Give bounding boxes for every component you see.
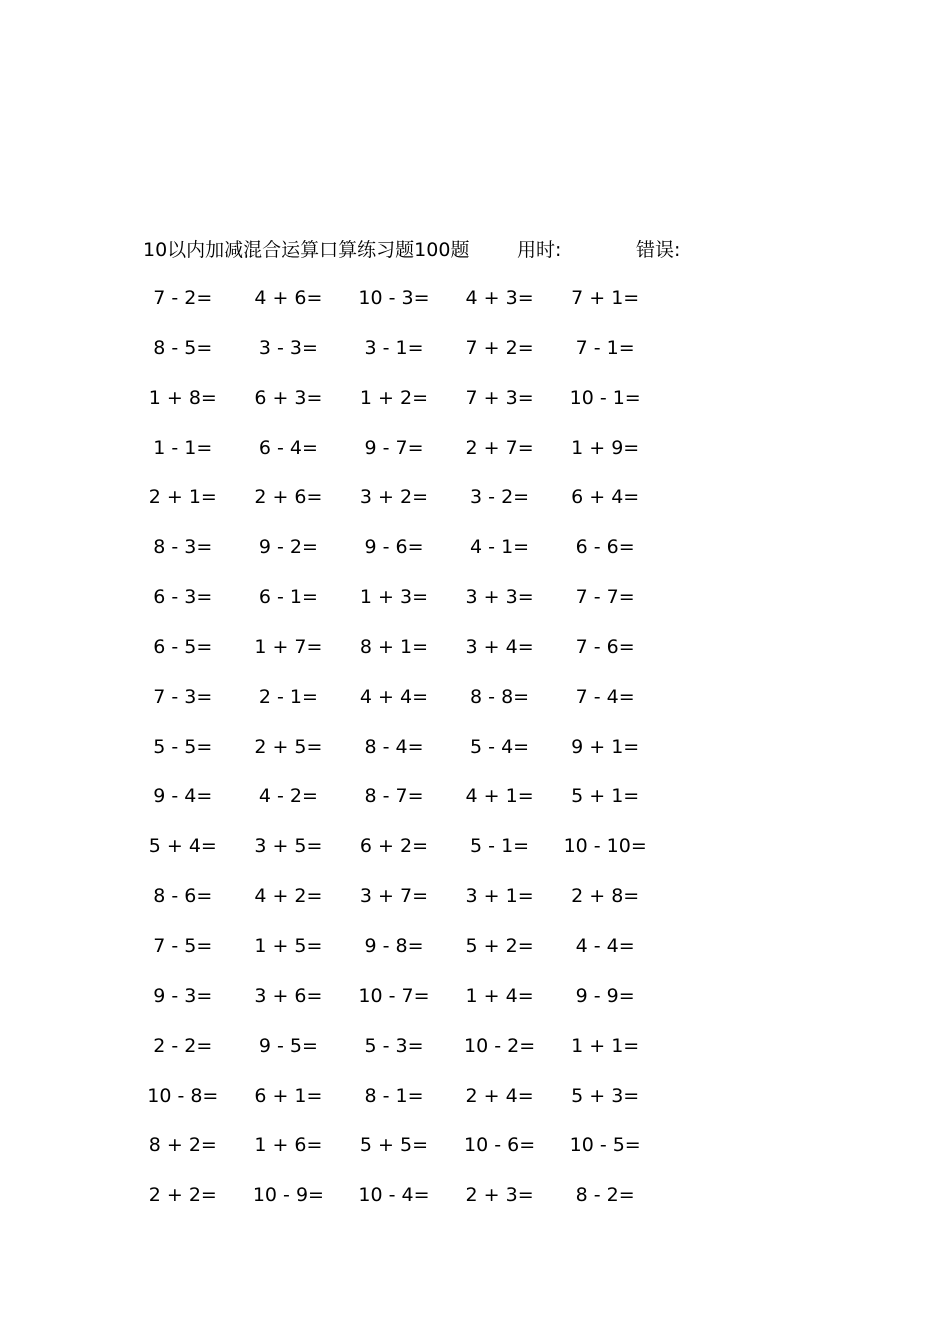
problem-row [130,1131,670,1181]
problem-cell: 6 + 3= [254,386,323,409]
problem-cell: 2 + 6= [254,486,323,509]
problem-row [130,683,670,733]
problem-cell: 4 - 4= [575,934,635,957]
problem-cell: 2 - 1= [258,685,318,708]
problem-cell: 7 + 1= [571,287,640,309]
problem-row [130,782,670,832]
problem-cell: 10 - 10= [563,835,647,858]
problem-row [130,982,670,1032]
problem-cell: 3 + 5= [254,835,323,858]
problem-cell: 6 - 3= [153,586,213,609]
problem-cell: 10 - 9= [252,1184,324,1207]
problem-cell: 1 + 6= [254,1134,323,1157]
problem-row [130,882,670,932]
problem-cell: 1 + 3= [359,586,429,609]
problem-cell: 6 + 1= [254,1084,323,1107]
problem-cell: 6 - 5= [153,635,213,658]
problem-cell: 7 - 1= [575,336,635,359]
problem-row [130,733,670,783]
problem-cell: 6 + 2= [359,835,429,858]
problem-cell: 9 - 3= [153,984,213,1007]
problem-cell: 7 - 2= [153,287,213,309]
problem-cell: 7 + 3= [465,386,534,409]
problem-cell: 7 - 5= [153,934,213,957]
problem-cell: 10 - 1= [569,386,641,409]
problem-cell: 8 + 2= [148,1134,217,1157]
problem-cell: 7 - 6= [575,635,635,658]
problem-cell: 8 - 1= [364,1084,424,1107]
problem-row [130,284,670,334]
problem-cell: 4 + 3= [465,287,534,309]
problem-cell: 9 - 2= [258,536,318,559]
problem-cell: 10 - 5= [569,1134,641,1157]
problem-cell: 2 + 1= [148,486,217,509]
problem-cell: 5 - 4= [470,735,530,758]
problem-cell: 5 + 4= [148,835,217,858]
problem-cell: 5 - 1= [470,835,530,858]
problem-cell: 1 + 7= [254,635,323,658]
problem-cell: 3 - 3= [258,336,318,359]
problem-cell: 3 - 1= [364,336,424,359]
problem-cell: 1 + 8= [148,386,217,409]
problem-cell: 3 + 7= [359,885,429,908]
problem-cell: 3 - 2= [470,486,530,509]
problem-cell: 1 + 5= [254,934,323,957]
problem-row [130,483,670,533]
problem-cell: 5 - 3= [364,1034,424,1057]
problem-cell: 4 + 4= [359,685,429,708]
problem-cell: 10 - 4= [358,1184,430,1207]
problem-cell: 2 - 2= [153,1034,213,1057]
problem-cell: 8 - 7= [364,785,424,808]
problem-row [130,434,670,484]
problem-row [130,384,670,434]
problem-cell: 5 + 2= [465,934,534,957]
problem-cell: 7 - 3= [153,685,213,708]
problem-cell: 6 - 1= [258,586,318,609]
problem-row [130,1181,670,1231]
problem-cell: 5 - 5= [153,735,213,758]
problem-cell: 2 + 2= [148,1184,217,1207]
problem-cell: 4 + 1= [465,785,534,808]
problem-cell: 10 - 2= [464,1034,536,1057]
problem-cell: 8 - 3= [153,536,213,559]
problem-cell: 9 - 7= [364,436,424,459]
problem-cell: 6 + 4= [571,486,640,509]
errors-label: 错误: [636,239,681,261]
problem-cell: 9 - 6= [364,536,424,559]
problem-cell: 2 + 7= [465,436,534,459]
problem-cell: 4 + 6= [254,287,323,309]
problem-cell: 8 + 1= [359,635,429,658]
time-used-label: 用时: [517,239,562,261]
problem-cell: 3 + 1= [465,885,534,908]
problem-cell: 9 + 1= [571,735,640,758]
problem-cell: 10 - 8= [147,1084,219,1107]
problem-row [130,832,670,882]
problem-cell: 1 + 1= [571,1034,640,1057]
problem-cell: 6 - 4= [258,436,318,459]
problem-cell: 1 - 1= [153,436,213,459]
problem-cell: 1 + 4= [465,984,534,1007]
problem-cell: 6 - 6= [575,536,635,559]
problem-cell: 10 - 7= [358,984,430,1007]
problem-cell: 8 - 4= [364,735,424,758]
problem-cell: 9 - 5= [258,1034,318,1057]
problem-row [130,932,670,982]
problem-cell: 2 + 8= [571,885,640,908]
problem-cell: 5 + 1= [571,785,640,808]
problem-cell: 4 - 1= [470,536,530,559]
problem-cell: 1 + 9= [571,436,640,459]
problem-cell: 2 + 4= [465,1084,534,1107]
problem-cell: 3 + 3= [465,586,534,609]
problem-row [130,633,670,683]
problem-cell: 10 - 3= [358,287,430,309]
problem-cell: 8 - 2= [575,1184,635,1207]
problem-cell: 8 - 6= [153,885,213,908]
problem-cell: 9 - 8= [364,934,424,957]
problem-cell: 7 - 7= [575,586,635,609]
problem-cell: 3 + 6= [254,984,323,1007]
problem-cell: 8 - 8= [470,685,530,708]
problem-cell: 7 - 4= [575,685,635,708]
problem-cell: 2 + 3= [465,1184,534,1207]
problem-row [130,1032,670,1082]
problem-cell: 1 + 2= [359,386,429,409]
problem-cell: 9 - 9= [575,984,635,1007]
problem-row [130,334,670,384]
problem-cell: 8 - 5= [153,336,213,359]
problem-cell: 5 + 3= [571,1084,640,1107]
problem-cell: 4 + 2= [254,885,323,908]
problem-cell: 9 - 4= [153,785,213,808]
problem-row [130,533,670,583]
problem-cell: 4 - 2= [258,785,318,808]
problem-cell: 3 + 2= [359,486,429,509]
problem-cell: 2 + 5= [254,735,323,758]
problem-cell: 7 + 2= [465,336,534,359]
worksheet-title: 10以内加减混合运算口算练习题100题 [143,239,470,261]
problem-cell: 5 + 5= [359,1134,429,1157]
problem-cell: 3 + 4= [465,635,534,658]
problem-cell: 10 - 6= [464,1134,536,1157]
problem-grid [130,284,670,1231]
problem-row [130,583,670,633]
problem-row [130,1082,670,1132]
